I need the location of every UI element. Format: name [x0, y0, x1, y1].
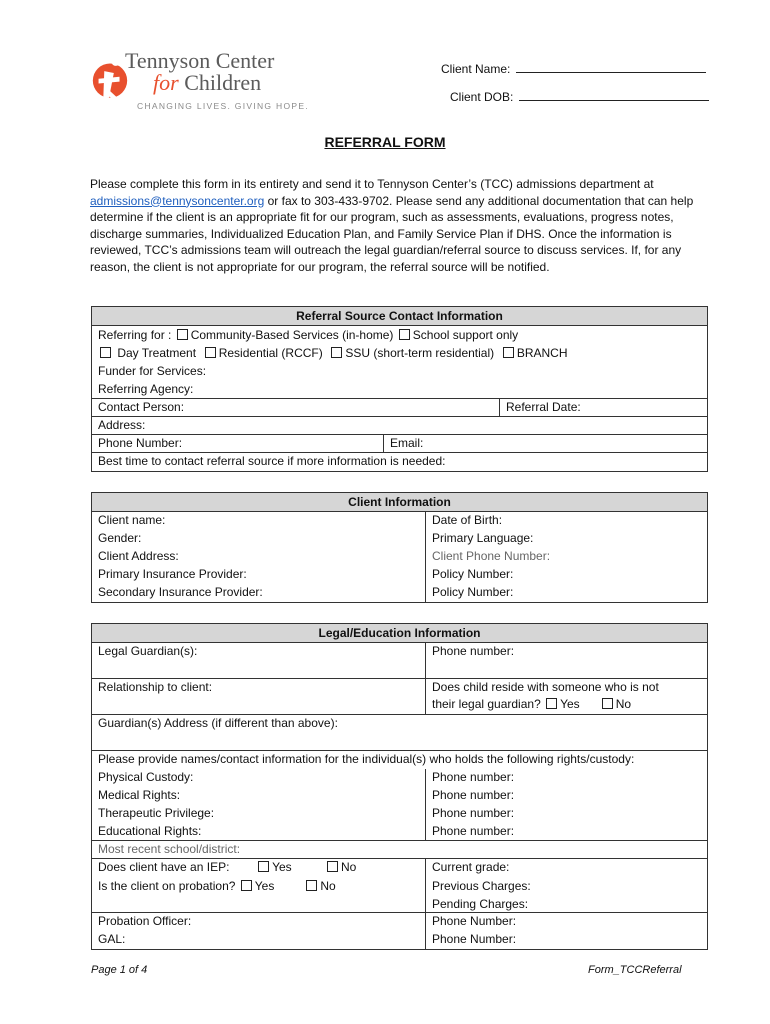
client-dob-cell[interactable]: Date of Birth: [432, 513, 503, 527]
pending-charges-cell[interactable]: Pending Charges: [432, 897, 529, 911]
guardian-address-row[interactable] [92, 715, 707, 751]
client-name-line[interactable] [516, 62, 706, 73]
previous-charges-cell[interactable]: Previous Charges: [432, 879, 531, 893]
client-header: Client Information [92, 493, 707, 512]
officer-gal-block [92, 913, 707, 949]
community-label: Community-Based Services (in-home) [190, 328, 394, 342]
iep-no-label: No [341, 860, 357, 874]
iep-label: Does client have an IEP: [98, 860, 230, 874]
branch-checkbox[interactable] [503, 347, 514, 358]
language-cell[interactable]: Primary Language: [432, 531, 534, 545]
client-dob-label: Client DOB: [450, 90, 514, 104]
client-name-field[interactable] [441, 62, 706, 76]
reside-no-checkbox[interactable] [602, 698, 613, 709]
legal-header: Legal/Education Information [92, 624, 707, 643]
school-label: School support only [412, 328, 519, 342]
logo-for: for [153, 70, 179, 95]
educational-phone-cell[interactable]: Phone number: [432, 824, 515, 838]
policy2-cell[interactable]: Policy Number: [432, 585, 514, 599]
gal-cell[interactable]: GAL: [98, 932, 126, 946]
guardian-address-cell: Guardian(s) Address (if different than above): [98, 716, 338, 730]
client-information-table [91, 492, 708, 603]
legal-education-table [91, 623, 708, 950]
best-time-label: Best time to contact referral source if more information is needed: [98, 454, 446, 468]
physical-custody-cell[interactable]: Physical Custody: [98, 770, 194, 784]
form-id: Form_TCCReferral [588, 964, 682, 976]
iep-yes-label: Yes [272, 860, 292, 874]
school-checkbox[interactable] [399, 329, 410, 340]
legal-guardian-cell[interactable]: Legal Guardian(s): [98, 644, 198, 658]
probation-label: Is the client on probation? [98, 879, 236, 893]
primary-insurance-cell[interactable]: Primary Insurance Provider: [98, 567, 247, 581]
funder-row[interactable] [92, 363, 707, 381]
probation-yes-label: Yes [254, 879, 275, 893]
reside-question: Does child reside with someone who is not [432, 680, 659, 694]
client-phone-cell[interactable]: Client Phone Number: [432, 549, 551, 563]
admissions-email-link[interactable]: admissions@tennysoncenter.org [90, 193, 265, 208]
funder-label: Funder for Services: [98, 364, 207, 378]
rights-prompt: Please provide names/contact information for the individual(s) who holds the following rights/custody: [98, 752, 635, 766]
secondary-insurance-cell[interactable]: Secondary Insurance Provider: [98, 585, 263, 599]
reside-yes-label: Yes [560, 697, 580, 711]
intro-text-2: or fax to 303-433-9702. Please send any additional documentation that can help determine if the client is an appropriate fit for our program, such as assessments, evaluations, progress notes, discharge summaries, Individualized Education Plan, and Family Service Plan if DHS. Once the information is reviewed, TCC’s admissions team will outreach the legal guardian/referral source to discuss services. If, for any reason, the client is not appropriate for our program, the referral source will be notified. [90, 193, 694, 274]
medical-rights-cell[interactable]: Medical Rights: [98, 788, 181, 802]
reside-question-2: their legal guardian? [432, 697, 541, 711]
referring-for-label: Referring for : [98, 328, 172, 342]
tennyson-logo-mark [90, 52, 130, 114]
school-cell: Most recent school/district: [98, 842, 241, 856]
guardian-phone-cell[interactable]: Phone number: [432, 644, 515, 658]
agency-label: Referring Agency: [98, 382, 194, 396]
probation-no-checkbox[interactable] [306, 880, 317, 891]
contact-person-label[interactable]: Contact Person: [98, 400, 185, 414]
relationship-row [92, 679, 707, 715]
guardian-row [92, 643, 707, 679]
rights-block [92, 751, 707, 841]
community-checkbox[interactable] [177, 329, 188, 340]
client-dob-line[interactable] [519, 90, 709, 101]
client-name-label: Client Name: [441, 62, 511, 76]
educational-rights-cell[interactable]: Educational Rights: [98, 824, 202, 838]
client-fields [92, 512, 707, 602]
contact-row [92, 399, 707, 417]
logo-children: Children [184, 70, 262, 95]
client-name-cell[interactable]: Client name: [98, 513, 166, 527]
day-treatment-checkbox[interactable] [100, 347, 111, 358]
client-address-cell[interactable]: Client Address: [98, 549, 179, 563]
address-row[interactable] [92, 417, 707, 435]
iep-probation-block [92, 859, 707, 913]
physical-phone-cell[interactable]: Phone number: [432, 770, 515, 784]
probation-no-label: No [320, 879, 336, 893]
intro-text-1: Please complete this form in its entirety and send it to Tennyson Center’s (TCC) admissions department at [90, 177, 654, 191]
day-treatment-label: Day Treatment [117, 346, 197, 360]
iep-yes-checkbox[interactable] [258, 861, 269, 872]
officer-phone-cell[interactable]: Phone Number: [432, 914, 517, 928]
phone-email-row [92, 435, 707, 453]
referral-header: Referral Source Contact Information [92, 307, 707, 326]
relationship-cell[interactable]: Relationship to client: [98, 680, 213, 694]
email-label[interactable]: Email: [390, 436, 424, 450]
probation-officer-cell[interactable]: Probation Officer: [98, 914, 192, 928]
probation-yes-checkbox[interactable] [241, 880, 252, 891]
therapeutic-cell[interactable]: Therapeutic Privilege: [98, 806, 215, 820]
iep-no-checkbox[interactable] [327, 861, 338, 872]
logo-name-line2 [153, 72, 261, 94]
residential-checkbox[interactable] [205, 347, 216, 358]
gal-phone-cell[interactable]: Phone Number: [432, 932, 517, 946]
school-row[interactable] [92, 841, 707, 859]
referring-for-row [92, 326, 707, 363]
referral-source-table [91, 306, 708, 472]
branch-label: BRANCH [516, 346, 568, 360]
grade-cell[interactable]: Current grade: [432, 860, 510, 874]
residential-label: Residential (RCCF) [218, 346, 323, 360]
agency-row[interactable] [92, 381, 707, 399]
client-dob-field[interactable] [450, 90, 709, 104]
gender-cell[interactable]: Gender: [98, 531, 142, 545]
page-number: Page 1 of 4 [91, 964, 148, 976]
best-time-row[interactable] [92, 453, 707, 471]
ssu-checkbox[interactable] [331, 347, 342, 358]
therapeutic-phone-cell[interactable]: Phone number: [432, 806, 515, 820]
intro-paragraph [90, 176, 712, 275]
page-title: REFERRAL FORM [324, 134, 446, 150]
reside-no-label: No [615, 697, 632, 711]
phone-label[interactable]: Phone Number: [98, 436, 183, 450]
logo-tagline: CHANGING LIVES. GIVING HOPE. [137, 101, 309, 111]
policy1-cell[interactable]: Policy Number: [432, 567, 514, 581]
ssu-label: SSU (short-term residential) [345, 346, 495, 360]
referral-date-label[interactable]: Referral Date: [506, 400, 581, 414]
reside-yes-checkbox[interactable] [546, 698, 557, 709]
address-label: Address: [98, 418, 146, 432]
logo-name-line1: Tennyson Center [125, 48, 275, 73]
medical-phone-cell[interactable]: Phone number: [432, 788, 515, 802]
